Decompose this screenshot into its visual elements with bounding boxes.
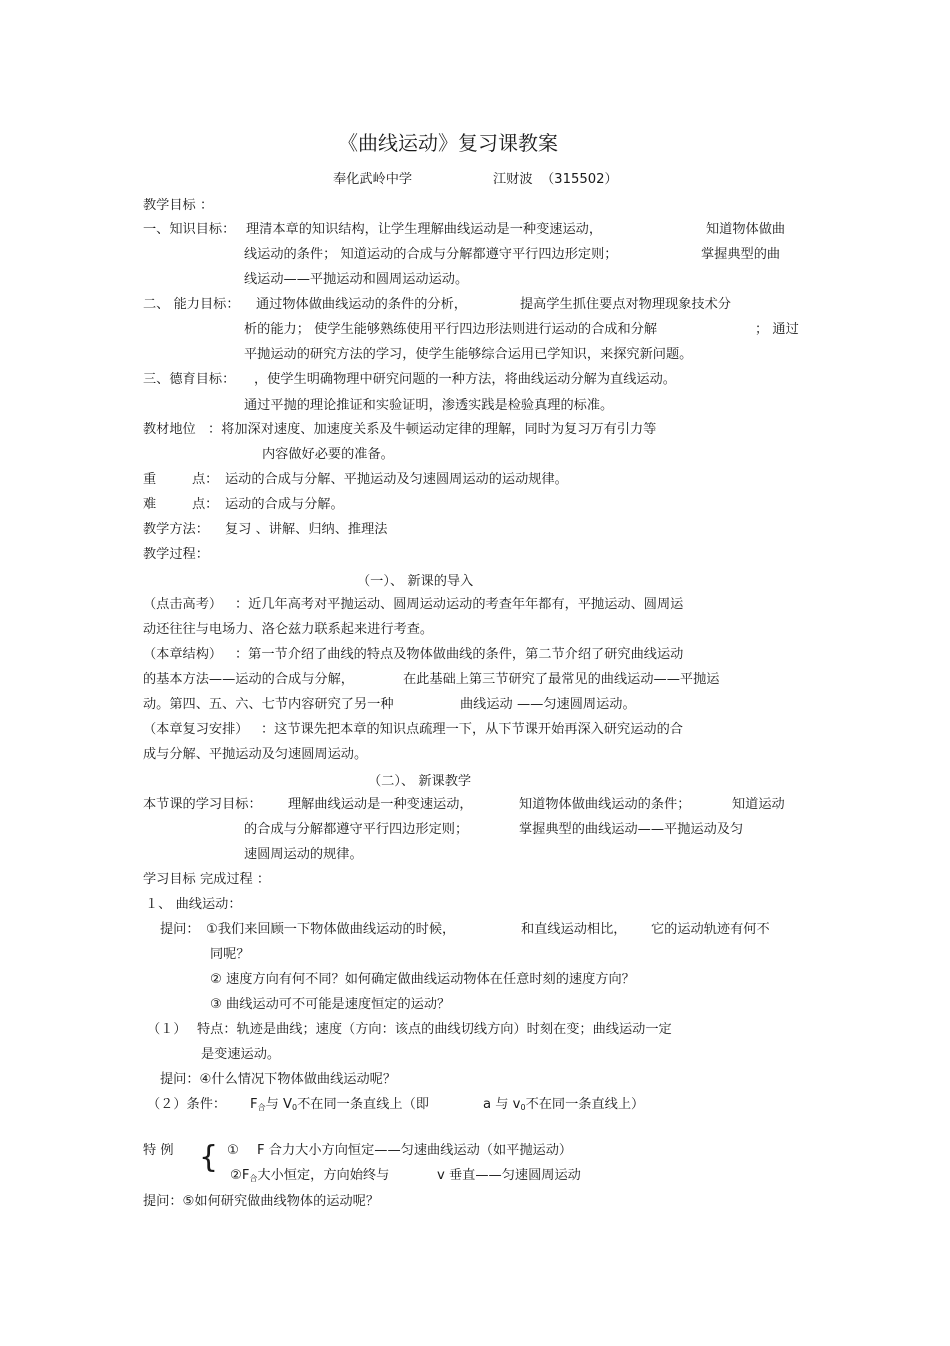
textbook-line: 内容做好必要的准备。 (262, 447, 394, 462)
difficulty-points: 运动的合成与分解。 (225, 497, 344, 512)
key-label-2: 点： (192, 472, 219, 487)
condition-line-2 (483, 1096, 644, 1117)
intro-line: ：近几年高考对平抛运动、圆周运动运动的考查年年都有，平抛运动、圆周运 (235, 597, 684, 612)
objectives-heading: 教学目标 ： (143, 198, 214, 213)
complete-heading: 学习目标 完成过程 ： (143, 872, 271, 887)
difficulty-label-2: 点： (192, 497, 219, 512)
process-heading: 教学过程： (143, 547, 209, 562)
knowledge-line: 知道物体做曲 (706, 222, 786, 237)
knowledge-line: 理清本章的知识结构，让学生理解曲线运动是一种变速运动， (246, 222, 603, 237)
ability-line: 通过物体做曲线运动的条件的分析， (256, 297, 467, 312)
lesson-goals-line: 理解曲线运动是一种变速运动， (288, 797, 473, 812)
question-line: 同呢？ (210, 947, 250, 962)
intro-label: （点击高考） (143, 597, 223, 612)
intro-label: （本章结构） (143, 647, 223, 662)
lesson-goals-line: 的合成与分解都遵守平行四边形定则； (244, 822, 469, 837)
ability-label: 二、 能力目标： (143, 297, 240, 312)
example-text: 大小恒定，方向始终与 (257, 1168, 390, 1183)
postcode: （315502） (541, 172, 618, 187)
key-label-1: 重 (143, 472, 157, 487)
question-line: ② 速度方向有何不同？如何确定做曲线运动物体在任意时刻的速度方向？ (210, 972, 635, 987)
condition-rest: 不在同一条直线上（即 (297, 1097, 429, 1112)
example-he: 合 (249, 1174, 258, 1183)
section-heading-1: （一）、 新课的导入 (357, 574, 474, 589)
lesson-goals-line: 知道运动 (732, 797, 785, 812)
question-line: 提问：④什么情况下物体做曲线运动呢？ (160, 1072, 397, 1087)
lesson-goals-line: 知道物体做曲线运动的条件； (519, 797, 691, 812)
ability-line: 平抛运动的研究方法的学习，使学生能够综合运用已学知识，来探究新问题。 (244, 347, 693, 362)
curve-heading: １、 曲线运动： (145, 897, 242, 912)
document-title: 《曲线运动》复习课教案 (338, 131, 558, 155)
point-number: （１） (147, 1022, 187, 1037)
example-line (230, 1167, 389, 1188)
condition-he: 合 (257, 1103, 266, 1112)
question-label: 提问： (160, 922, 200, 937)
knowledge-line: 掌握典型的曲 (701, 247, 781, 262)
point-number: （２）条件： (147, 1097, 227, 1112)
ability-line: ； 通过 (755, 322, 799, 337)
question-line: ①我们来回顾一下物体做曲线运动的时候， (206, 922, 456, 937)
example-marker: ① (227, 1143, 239, 1158)
moral-line: ，使学生明确物理中研究问题的一种方法，将曲线运动分解为直线运动。 (254, 372, 676, 387)
textbook-label: 教材地位 (143, 422, 196, 437)
methods-label: 教学方法： (143, 522, 209, 537)
intro-line: 动还往往与电场力、洛仑兹力联系起来进行考查。 (143, 622, 434, 637)
condition-v: 与 V (265, 1097, 292, 1112)
author-name: 江财波 (493, 172, 533, 187)
school-name: 奉化武岭中学 (333, 172, 413, 187)
condition-a: a 与 v (483, 1097, 521, 1112)
point-line: 是变速运动。 (201, 1047, 281, 1062)
ability-line: 提高学生抓住要点对物理现象技术分 (520, 297, 731, 312)
difficulty-label-1: 难 (143, 497, 157, 512)
intro-line: 曲线运动 ——匀速圆周运动。 (460, 697, 636, 712)
knowledge-label: 一、知识目标： (143, 222, 236, 237)
question-line: 提问：⑤如何研究做曲线物体的运动呢？ (143, 1194, 380, 1209)
section-heading-2: （二）、 新课教学 (368, 774, 472, 789)
example-line: v 垂直——匀速圆周运动 (437, 1168, 581, 1183)
knowledge-line: 线运动——平抛运动和圆周运动运动。 (244, 272, 469, 287)
key-points: 运动的合成与分解、平抛运动及匀速圆周运动的运动规律。 (225, 472, 568, 487)
methods-text: 复习 、讲解、归纳、推理法 (225, 522, 388, 537)
intro-line: 动。第四、五、六、七节内容研究了另一种 (143, 697, 394, 712)
example-f: ②F (230, 1168, 250, 1183)
ability-line: 析的能力； 使学生能够熟练使用平行四边形法则进行运动的合成和分解 (244, 322, 658, 337)
condition-line (250, 1096, 429, 1117)
textbook-line: ：将加深对速度、加速度关系及牛顿运动定律的理解，同时为复习万有引力等 (208, 422, 657, 437)
condition-end: 不在同一条直线上） (525, 1097, 645, 1112)
knowledge-line: 线运动的条件； 知道运动的合成与分解都遵守平行四边形定则； (244, 247, 618, 262)
condition-f: F (250, 1097, 258, 1112)
intro-line: ：这节课先把本章的知识点疏理一下，从下节课开始再深入研究运动的合 (261, 722, 683, 737)
lesson-goals-line: 速圆周运动的规律。 (244, 847, 363, 862)
lesson-goals-line: 掌握典型的曲线运动——平抛运动及匀 (519, 822, 744, 837)
condition-zero: 0 (292, 1103, 298, 1112)
intro-line: ：第一节介绍了曲线的特点及物体做曲线的条件，第二节介绍了研究曲线运动 (235, 647, 684, 662)
example-line: F 合力大小方向恒定——匀速曲线运动（如平抛运动） (257, 1143, 573, 1158)
intro-line: 成与分解、平抛运动及匀速圆周运动。 (143, 747, 368, 762)
intro-label: （本章复习安排） (143, 722, 249, 737)
brace-symbol: { (199, 1140, 219, 1175)
moral-label: 三、德育目标： (143, 372, 236, 387)
point-line: 特点：轨迹是曲线；速度（方向：该点的曲线切线方向）时刻在变；曲线运动一定 (197, 1022, 672, 1037)
lesson-goals-label: 本节课的学习目标： (143, 797, 262, 812)
moral-line: 通过平抛的理论推证和实验证明，渗透实践是检验真理的标准。 (244, 398, 614, 413)
intro-line: 的基本方法——运动的合成与分解， (143, 672, 354, 687)
question-line: ③ 曲线运动可不可能是速度恒定的运动？ (210, 997, 451, 1012)
intro-line: 在此基础上第三节研究了最常见的曲线运动——平抛运 (403, 672, 720, 687)
question-line: 它的运动轨迹有何不 (651, 922, 770, 937)
condition-zero-2: 0 (520, 1103, 526, 1112)
question-line: 和直线运动相比， (521, 922, 627, 937)
examples-label: 特 例 (143, 1143, 174, 1158)
